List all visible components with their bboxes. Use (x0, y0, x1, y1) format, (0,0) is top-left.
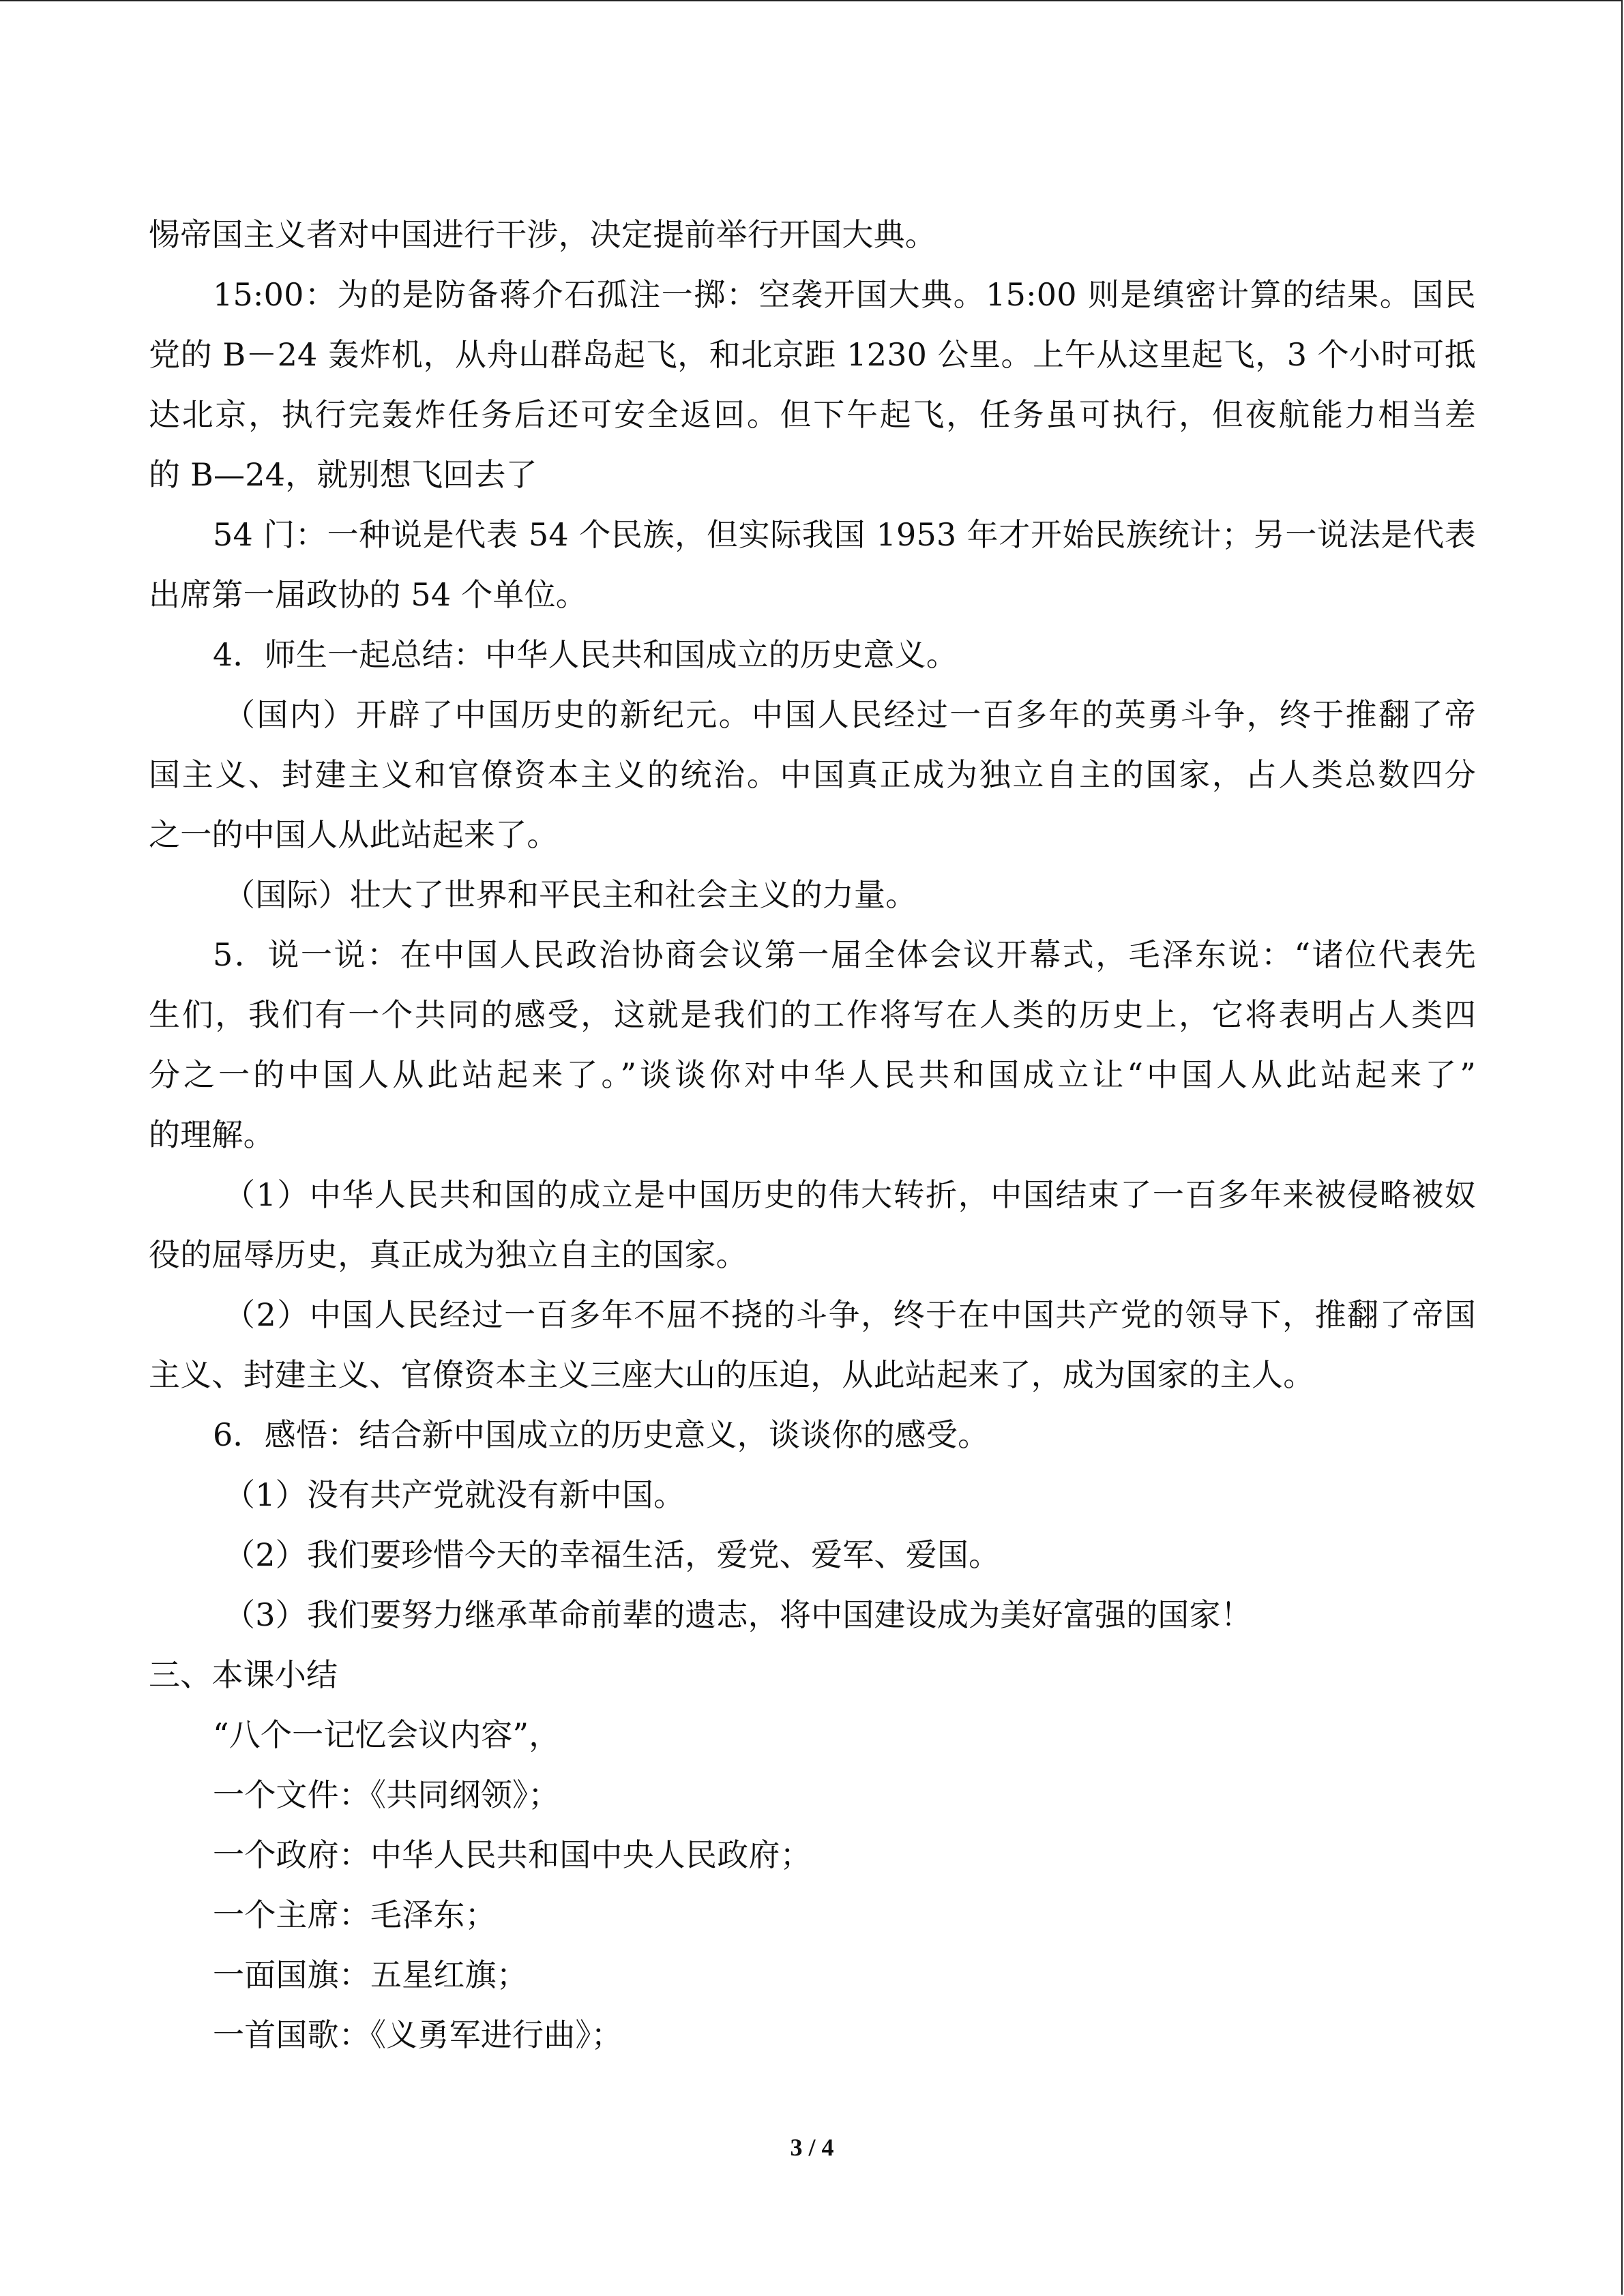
paragraph-line: 15:00：为的是防备蒋介石孤注一掷：空袭开国大典。15:00 则是缜密计算的结果。国民 (213, 276, 1476, 313)
list-item: 一个政府：中华人民共和国中央人民政府； (213, 1836, 812, 1873)
list-item: （2）中国人民经过一百多年不屈不挠的斗争，终于在中国共产党的领导下，推翻了帝国 (224, 1296, 1476, 1333)
paragraph-line: 主义、封建主义、官僚资本主义三座大山的压迫，从此站起来了，成为国家的主人。 (149, 1356, 1315, 1393)
page-number: 3 / 4 (790, 2134, 834, 2161)
paragraph-line: 党的 B－24 轰炸机，从舟山群岛起飞，和北京距 1230 公里。上午从这里起飞，3 个小时可抵 (149, 336, 1476, 373)
section-heading: 三、本课小结 (149, 1656, 338, 1693)
paragraph-line: （国内）开辟了中国历史的新纪元。中国人民经过一百多年的英勇斗争，终于推翻了帝 (224, 696, 1476, 733)
section-heading: 6．感悟：结合新中国成立的历史意义，谈谈你的感受。 (213, 1416, 990, 1453)
list-item: （1）中华人民共和国的成立是中国历史的伟大转折，中国结束了一百多年来被侵略被奴 (224, 1176, 1476, 1213)
paragraph-line: 出席第一届政协的 54 个单位。 (149, 576, 587, 613)
list-item: 一个文件：《共同纲领》； (213, 1776, 560, 1813)
paragraph-line: 国主义、封建主义和官僚资本主义的统治。中国真正成为独立自主的国家，占人类总数四分 (149, 756, 1476, 793)
list-item: （2）我们要珍惜今天的幸福生活，爱党、爱军、爱国。 (224, 1536, 1001, 1573)
paragraph-line: 生们，我们有一个共同的感受，这就是我们的工作将写在人类的历史上，它将表明占人类四 (149, 996, 1476, 1033)
list-item: （1）没有共产党就没有新中国。 (224, 1476, 685, 1513)
list-item: （3）我们要努力继承革命前辈的遗志，将中国建设成为美好富强的国家！ (224, 1596, 1252, 1633)
paragraph-line: 的 B—24，就别想飞回去了 (149, 456, 537, 493)
list-item: 一面国旗：五星红旗； (213, 1956, 528, 1993)
paragraph-line: 达北京，执行完轰炸任务后还可安全返回。但下午起飞，任务虽可执行，但夜航能力相当差 (149, 396, 1476, 433)
paragraph-line: “八个一记忆会议内容”， (213, 1716, 561, 1753)
paragraph-line: 役的屈辱历史，真正成为独立自主的国家。 (149, 1236, 748, 1273)
paragraph-line: 的理解。 (149, 1116, 275, 1153)
document-body (149, 205, 1476, 2065)
paragraph-line: 54 门：一种说是代表 54 个民族，但实际我国 1953 年才开始民族统计；另一说法是代表 (213, 516, 1476, 553)
list-item: 一首国歌：《义勇军进行曲》； (213, 2016, 623, 2053)
list-item: 一个主席：毛泽东； (213, 1896, 497, 1933)
paragraph-line: 分之一的中国人从此站起来了。”谈谈你对中华人民共和国成立让“中国人从此站起来了” (149, 1056, 1476, 1093)
paragraph-line: 之一的中国人从此站起来了。 (149, 816, 559, 853)
section-heading: 5．说一说：在中国人民政治协商会议第一届全体会议开幕式，毛泽东说：“诸位代表先 (213, 936, 1476, 973)
text-line: 惕帝国主义者对中国进行干涉，决定提前举行开国大典。 (149, 216, 936, 253)
paragraph-line: （国际）壮大了世界和平民主和社会主义的力量。 (224, 876, 917, 913)
section-heading: 4．师生一起总结：中华人民共和国成立的历史意义。 (213, 636, 958, 673)
